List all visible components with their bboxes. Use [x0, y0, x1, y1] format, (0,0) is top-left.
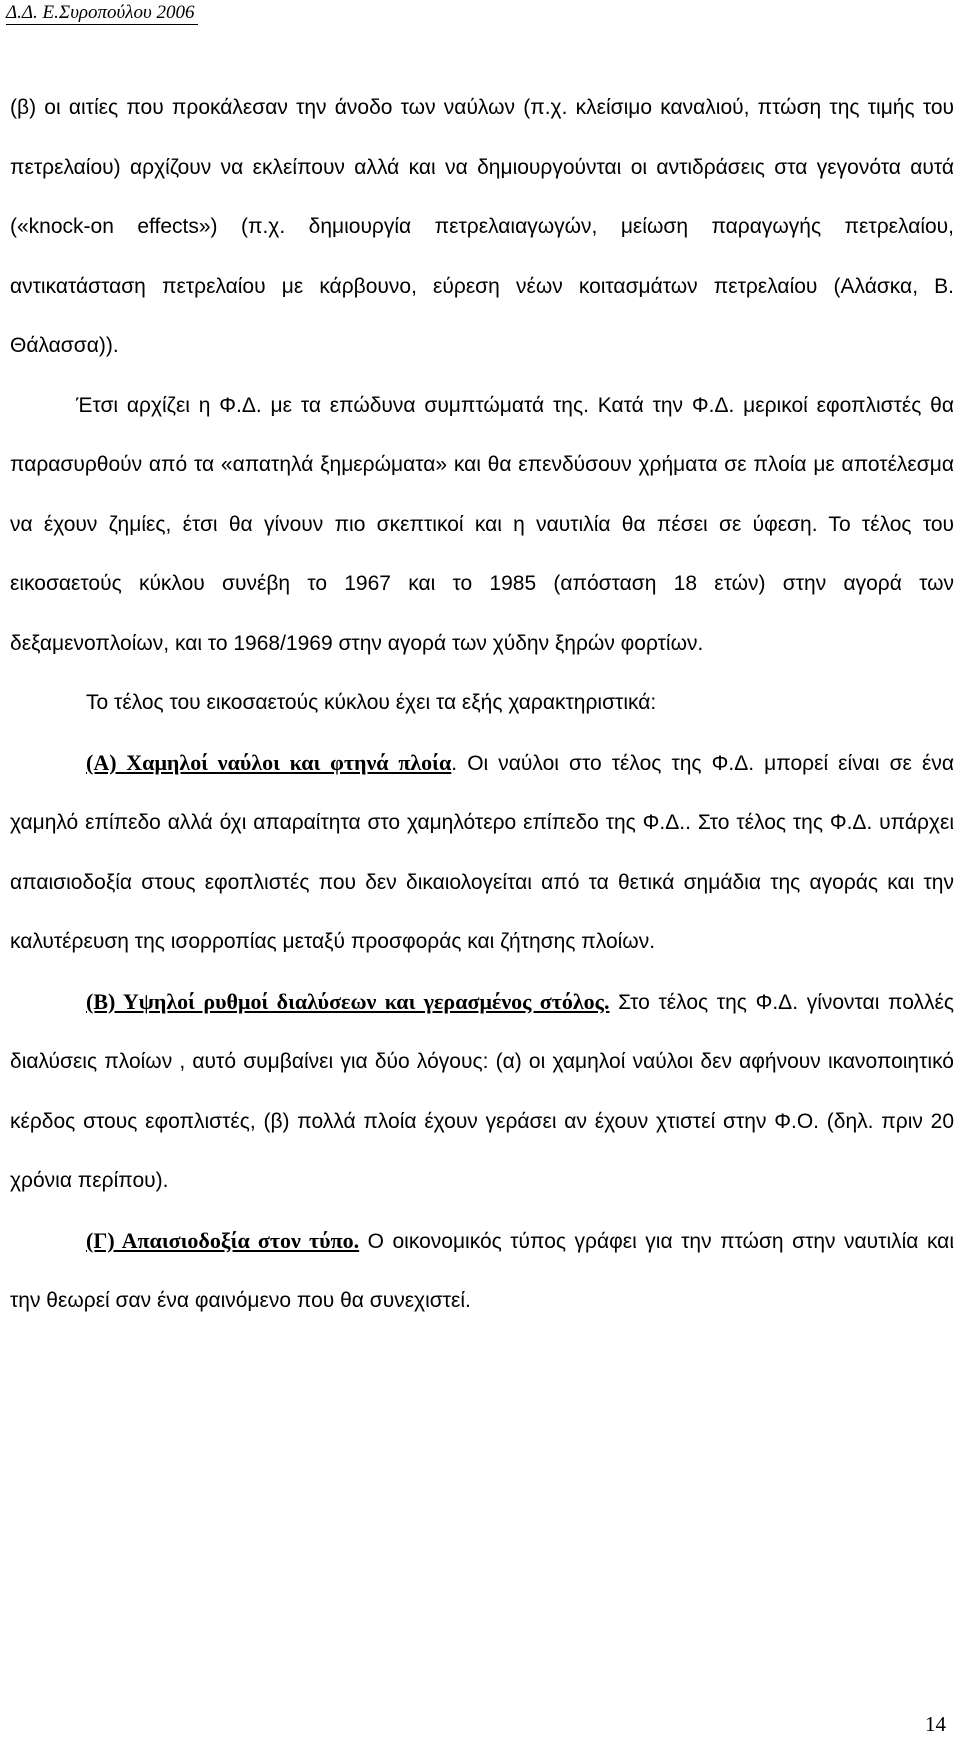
paragraph-causes: (β) οι αιτίες που προκάλεσαν την άνοδο των ναύλων (π.χ. κλείσιμο καναλιού, πτώση της τιμής του πετρελαίου) αρχίζουν να εκλείπουν αλλά και να δημιουργούνται οι αντιδράσεις στα γεγονότα αυτά («knock-on effects») (π.χ. δημιουργία πετρελαιαγωγών, μείωση παραγωγής πετρελαίου, αντικατάσταση πετρελαίου με κάρβουνο, εύρεση νέων κοιτασμάτων πετρελαίου (Αλάσκα, Β. Θάλασσα)). [10, 96, 954, 357]
document-body [10, 78, 954, 1331]
running-header: Δ.Δ. Ε.Συροπούλου 2006 [6, 2, 198, 25]
paragraph-characteristics-intro: Το τέλος του εικοσαετούς κύκλου έχει τα εξής χαρακτηριστικά: [86, 691, 657, 714]
page-number: 14 [925, 1712, 946, 1736]
heading-pessimism: (Γ) Απαισιοδοξία στον τύπο. [86, 1227, 360, 1253]
text-scrapping: Στο τέλος της Φ.Δ. γίνονται πολλές διαλύσεις πλοίων , αυτό συμβαίνει για δύο λόγους: (α) οι χαμηλοί ναύλοι δεν αφήνουν ικανοποιητικό κέρδος στους εφοπλιστές, (β) πολλά πλοία έχουν γεράσει αν έχουν χτιστεί στην Φ.Ο. (δηλ. πριν 20 χρόνια περίπου). [10, 990, 954, 1192]
paragraph-pessimism [10, 1211, 954, 1331]
heading-low-freight: (Α) Χαμηλοί ναύλοι και φτηνά πλοία [86, 749, 452, 775]
text-pessimism: Ο οικονομικός τύπος γράφει για την πτώση στην ναυτιλία και την θεωρεί σαν ένα φαινόμενο που θα συνεχιστεί. [10, 1229, 954, 1312]
paragraph-recession: Έτσι αρχίζει η Φ.Δ. με τα επώδυνα συμπτώματά της. Κατά την Φ.Δ. μερικοί εφοπλιστές θα παρασυρθούν από τα «απατηλά ξημερώματα» και θα επενδύσουν χρήματα σε πλοία με αποτέλεσμα να έχουν ζημίες, έτσι θα γίνουν πιο σκεπτικοί και η ναυτιλία θα πέσει σε ύφεση. Το τέλος του εικοσαετούς κύκλου συνέβη το 1967 και το 1985 (απόσταση 18 ετών) στην αγορά των δεξαμενοπλοίων, και το 1968/1969 στην αγορά των χύδην ξηρών φορτίων. [10, 393, 954, 655]
paragraph-scrapping [10, 972, 954, 1211]
text-low-freight: . Οι ναύλοι στο τέλος της Φ.Δ. μπορεί είναι σε ένα χαμηλό επίπεδο αλλά όχι απαραίτητα στο χαμηλότερο επίπεδο της Φ.Δ.. Στο τέλος της Φ.Δ. υπάρχει απαισιοδοξία στους εφοπλιστές που δεν δικαιολογείται από τα θετικά σημάδια της αγοράς και την καλυτέρευση της ισορροπίας μεταξύ προσφοράς και ζήτησης πλοίων. [10, 751, 955, 953]
paragraph-low-freight [10, 733, 954, 972]
heading-scrapping: (Β) Υψηλοί ρυθμοί διαλύσεων και γερασμένος στόλος. [86, 988, 610, 1014]
